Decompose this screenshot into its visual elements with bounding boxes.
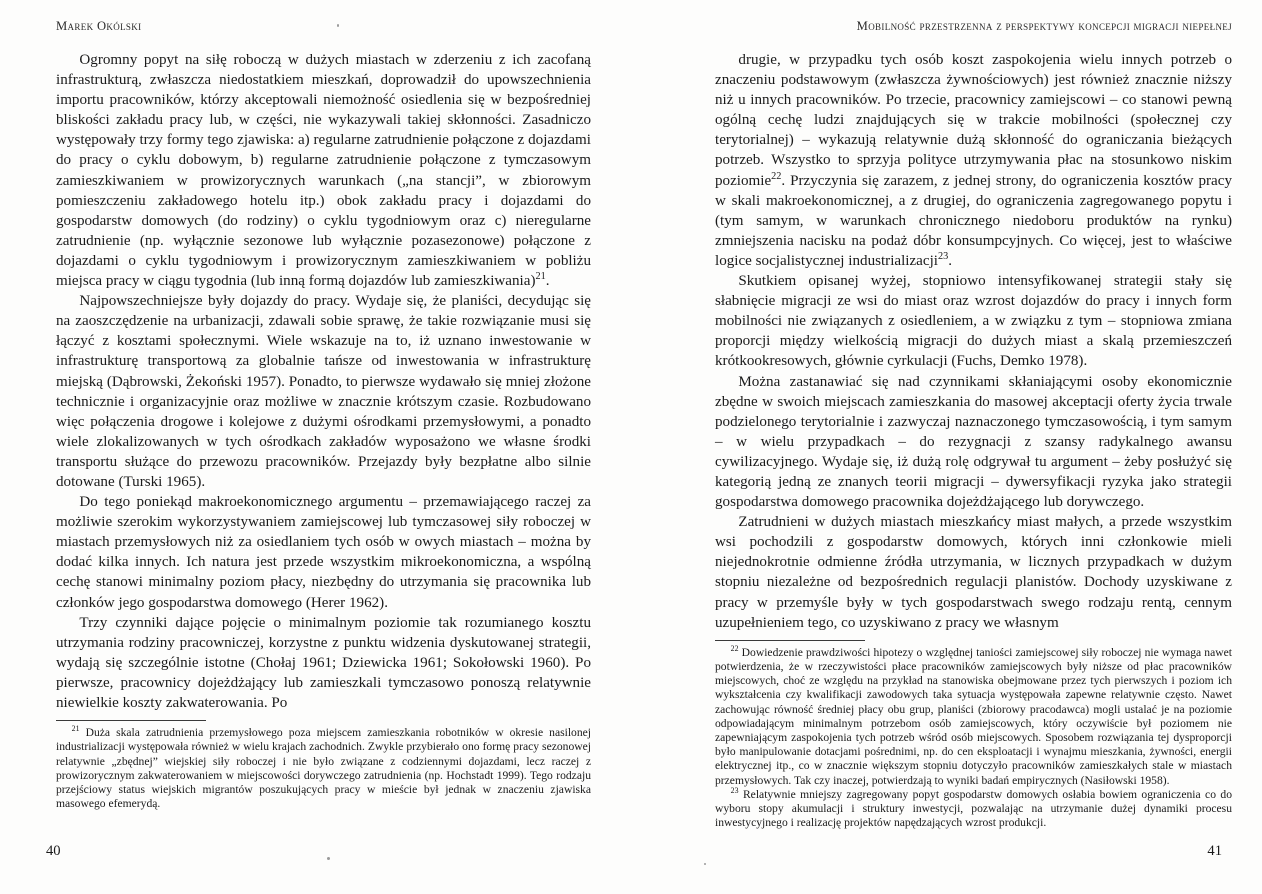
right-page-footnotes (715, 643, 1232, 831)
footnote-marker[interactable]: 23 (937, 250, 949, 262)
footnote-number: 22 (730, 643, 739, 653)
footnote-number: 23 (730, 785, 739, 795)
left-page-footnotes (56, 726, 591, 811)
paragraph-tail: . (545, 273, 550, 290)
paragraph: Trzy czynniki dające pojęcie o minimalnym poziomie tak rozumianego kosztu utrzymania rodziny pracowniczej, korzystne z punktu widzenia dyskutowanej strategii, wydają się szczególnie istotne (Chołaj 1961; Dziewicka 1961; Sokołowski 1960). Po pierwsze, pracownicy dojeżdżający lub zamieszkali tymczasowo ponoszą relatywnie niewielkie koszty zakwaterowania. Po (56, 614, 591, 711)
footnote-separator-rule (56, 720, 206, 721)
footnote-separator-rule (715, 640, 865, 641)
paragraph: Można zastanawiać się nad czynnikami skłaniającymi osoby ekonomicznie zbędne w swoich miejscach zamieszkania do masowej akceptacji oferty życia trwale podzielonego terytorialnie i zazwyczaj naznaczonego tymczasowością, i tym samym – w wielu przypadkach – do rezygnacji z szansy radykalnego awansu cywilizacyjnego. Wydaje się, iż dużą rolę odgrywał tu argument – żeby posłużyć się kategorią jedną ze znanych teorii migracji – dywersyfikacji ryzyka jako strategii gospodarstwa domowego pracownika dojeżdżającego lub dorywczego. (715, 373, 1232, 511)
paragraph: Najpowszechniejsze były dojazdy do pracy. Wydaje się, że planiści, decydując się na zaoszczędzenie na urbanizacji, zdawali sobie sprawę, że takie rozwiązanie musi się łączyć z kosztami społecznymi. Wiele wskazuje na to, iż uznano inwestowanie w infrastrukturę transportową za globalnie tańsze od inwestowania w infrastrukturę miejską (Dąbrowski, Żekoński 1957). Ponadto, to pierwsze wydawało się mniej złożone technicznie i organizacyjnie oraz możliwe w znacznie krótszym czasie. Rozbudowano więc połączenia drogowe i kolejowe z dużymi ośrodkami przemysłowymi, a ponadto wiele zlokalizowanych w tych ośrodkach zakładów wyposażono we własne środki transportu służące do przewozu pracowników. Przejazdy były bezpłatne albo silnie dotowane (Turski 1965). (56, 293, 591, 490)
right-page-body (715, 50, 1232, 633)
footnote-text: Relatywnie mniejszy zagregowany popyt gospodarstw domowych osłabia bowiem ograniczenia co do wyboru stopy akumulacji i struktury inwestycji, pozwalając na utrzymanie dużej dynamiki procesu inwestycyjnego i realizację projektów napędzających wzrost produkcji. (715, 787, 1232, 830)
footnote-marker[interactable]: 22 (771, 170, 782, 182)
footnote-number: 21 (71, 724, 80, 734)
scan-speck (337, 24, 339, 27)
right-page (631, 0, 1262, 894)
paragraph-text: . Przyczynia się zarazem, z jednej strony, do ograniczenia kosztów pracy w skali makroekonomicznej, a z drugiej, do ograniczenia zagregowanego popytu i (tym samym, w warunkach chronicznego niedoboru produktów na rynku) zmniejszenia nacisku na podaż dóbr konsumpcyjnych. Co więcej, jest to właściwe logice socjalistycznej industrializacji (715, 172, 1232, 269)
page-number-right: 41 (1207, 843, 1222, 859)
scan-speck (704, 863, 706, 865)
paragraph (56, 50, 591, 291)
page-number-left: 40 (46, 843, 61, 859)
footnote-marker[interactable]: 21 (535, 271, 546, 282)
paragraph: Zatrudnieni w dużych miastach mieszkańcy miast małych, a przede wszystkim wsi pochodzili z gospodarstw domowych, których inni członkowie mieli niejednokrotnie odmienne źródła utrzymania, w licznych przypadkach w dużym stopniu niezależne od bezpośrednich regulacji planistów. Dochody uzyskiwane z pracy w przemyśle były w tych gospodarstwach swego rodzaju rentą, cennym uzupełnieniem tego, co uzyskiwano z pracy we własnym (715, 514, 1232, 631)
running-head-right: Mobilność przestrzenna z perspektywy koncepcji migracji niepełnej (856, 19, 1232, 33)
paragraph-text: drugie, w przypadku tych osób koszt zaspokojenia wielu innych potrzeb o znaczeniu podstawowym (zwłaszcza żywnościowych) jest również znacznie niższy niż u innych pracowników. Po trzecie, pracownicy zamiejscowi – co stanowi pewną ogólną cechę ludzi znajdujących się w trakcie mobilności (społecznej czy terytorialnej) – wykazują relatywnie dużą skłonność do ograniczania bieżących potrzeb. Wszystko to sprzyja polityce utrzymywania płac na stosunkowo niskim poziomie (715, 52, 1232, 189)
footnote (56, 726, 591, 811)
running-head-left: Marek Okólski (56, 19, 142, 33)
footnote-text: Dowiedzenie prawdziwości hipotezy o względnej taniości zamiejscowej siły roboczej nie wymaga nawet potwierdzenia, że w rzeczywistości płace pracowników zamiejscowych były niższe od płac pracowników miejscowych, choć ze względu na przykład na stanowiska obejmowane przez tych pierwszych i poziom ich wykształcenia czy kwalifikacji zawodowych taka sytuacja występowała zapewne relatywnie często. Nawet zachowując równość średniej płacy obu grup, planiści (zbiorowy pracodawca) mogli ustalać je na poziomie odpowiadającym minimalnym potrzebom osób zamiejscowych, który oczywiście był poziomem nie zapewniającym zaspokojenia tych potrzeb wśród osób miejscowych. Sposobem rozwiązania tej dysproporcji było manipulowanie dotacjami pośrednimi, np. do cen eksploatacji i wynajmu mieszkania, żywności, energii elektrycznej itp., co w znacznie większym stopniu dotyczyło pracowników zamieszkałych stale w miastach przemysłowych. Tak czy inaczej, potwierdzają to wyniki badań empirycznych (Nasiłowski 1958). (715, 645, 1232, 787)
footnote (715, 643, 1232, 788)
paragraph-text: Ogromny popyt na siłę roboczą w dużych miastach w zderzeniu z ich zacofaną infrastrukturą, zwłaszcza niedostatkiem mieszkań, doprowadził do upowszechnienia importu pracowników, którzy akceptowali niemożność osiedlenia się w bezpośredniej bliskości zakładu pracy lub, w części, nie wykazywali takiej skłonności. Zasadniczo występowały trzy formy tego zjawiska: a) regularne zatrudnienie połączone z dojazdami do pracy o cyklu dobowym, b) regularne zatrudnienie połączone z tymczasowym zamieszkiwaniem w prowizorycznych warunkach („na stancji”, w zbiorowym pomieszczeniu zakładowego hotelu itp.) obok zakładu pracy i dojazdami do gospodarstw domowych (do rodziny) o cyklu tygodniowym oraz c) nieregularne zatrudnienie (np. wyłącznie sezonowe lub wyłącznie pozasezonowe) połączone z dojazdami o cyklu tygodniowym i prowizorycznym zamieszkiwaniem w pobliżu miejsca pracy w ciągu tygodnia (lub inną formą dojazdów lub zamieszkiwania) (56, 52, 591, 290)
paragraph: Do tego poniekąd makroekonomicznego argumentu – przemawiającego raczej za możliwie szerokim wykorzystywaniem zamiejscowej lub tymczasowej siły roboczej w miastach przemysłowych niż za osiedlaniem tych osób w owych miastach – można by dodać kilka innych. Ich natura jest przede wszystkim mikroekonomiczna, a wspólną cechę stanowi minimalny poziom płacy, niezbędny do utrzymania się pracownika lub członków jego gospodarstwa domowego (Herer 1962). (56, 494, 591, 611)
footnote (715, 785, 1232, 831)
scan-speck (327, 857, 330, 860)
paragraph-tail: . (948, 252, 953, 269)
paragraph: Skutkiem opisanej wyżej, stopniowo intensyfikowanej strategii stały się słabnięcie migracji ze wsi do miast oraz wzrost dojazdów do pracy i innych form mobilności nie związanych z osiedleniem, a w związku z tym – stopniowa zmiana proporcji między wielkością migracji do dużych miast a skalą przemieszczeń krótkookresowych, głównie cyrkulacji (Fuchs, Demko 1978). (715, 273, 1232, 370)
paragraph (715, 50, 1232, 271)
footnote-text: Duża skala zatrudnienia przemysłowego poza miejscem zamieszkania robotników w okresie nasilonej industrializacji występowała również w wielu krajach zachodnich. Zwykle przybierało ono formę pracy sezonowej relatywnie „zbędnej” wiejskiej siły roboczej i nie było związane z codziennymi dojazdami, lecz raczej z prowizorycznym zakwaterowaniem w miejscowości dorywczego zatrudnienia (np. Hochstadt 1999). Tego rodzaju przejściowy status wiejskich migrantów poszukujących pracy w mieście był jednak w znaczeniu zjawiska masowego efemerydą. (56, 726, 592, 811)
left-page-body (56, 50, 591, 713)
